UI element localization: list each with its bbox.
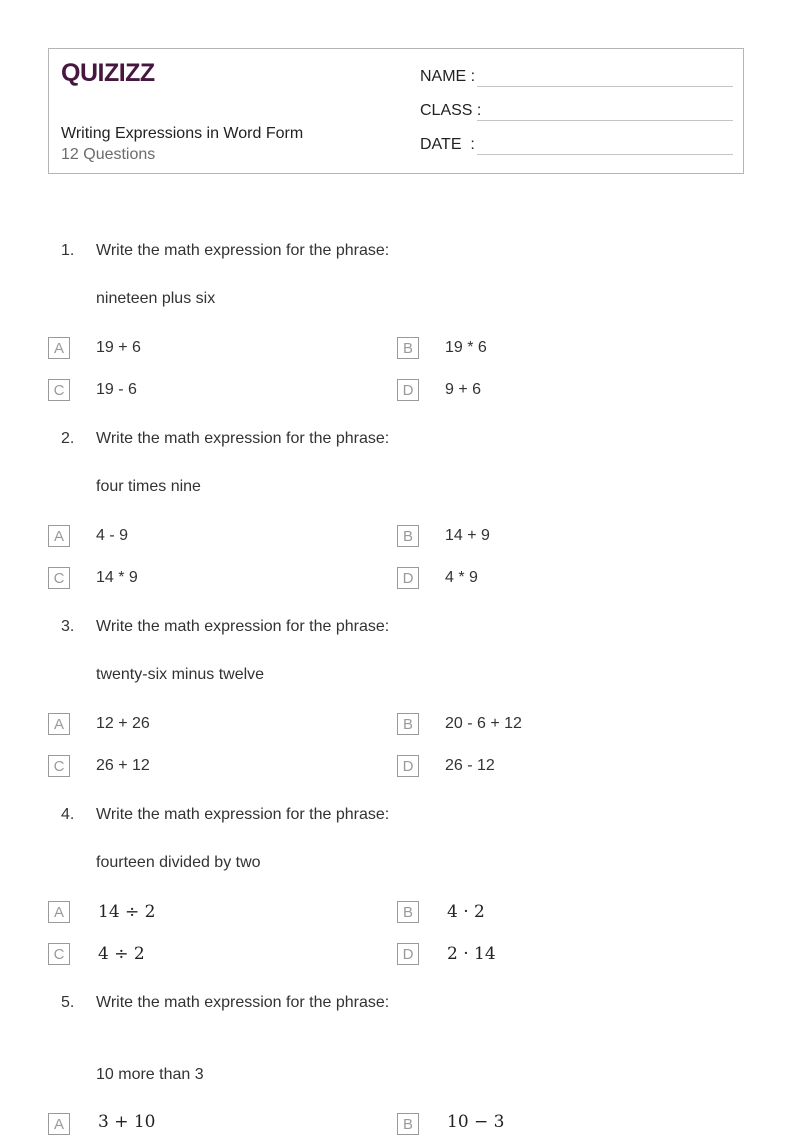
option-a-box[interactable]: A xyxy=(48,901,70,923)
class-label: CLASS : xyxy=(420,102,482,119)
option-b-box[interactable]: B xyxy=(397,1113,419,1135)
option-d-text: 4 * 9 xyxy=(445,569,478,586)
question-phrase: four times nine xyxy=(96,478,201,495)
option-a-text: 3 + 10 xyxy=(98,1112,156,1132)
question-phrase: 10 more than 3 xyxy=(96,1066,204,1083)
question-prompt: Write the math expression for the phrase: xyxy=(96,618,390,635)
question-prompt: Write the math expression for the phrase: xyxy=(96,242,390,259)
question-prompt: Write the math expression for the phrase: xyxy=(96,994,390,1011)
option-a-text: 19 + 6 xyxy=(96,339,141,356)
option-b-text: 19 * 6 xyxy=(445,339,487,356)
option-a-text: 14 ÷ 2 xyxy=(98,902,156,922)
option-c-text: 19 - 6 xyxy=(96,381,137,398)
option-c-text: 26 + 12 xyxy=(96,757,150,774)
question-number: 4. xyxy=(61,806,75,823)
question-prompt: Write the math expression for the phrase: xyxy=(96,806,390,823)
option-c-text: 14 * 9 xyxy=(96,569,138,586)
name-label: NAME : xyxy=(420,68,476,85)
class-field[interactable] xyxy=(420,102,733,124)
question-phrase: twenty-six minus twelve xyxy=(96,666,265,683)
option-d-box[interactable]: D xyxy=(397,379,419,401)
option-d-text: 2 · 14 xyxy=(447,944,496,964)
option-b-box[interactable]: B xyxy=(397,525,419,547)
question-number: 5. xyxy=(61,994,75,1011)
option-a-box[interactable]: A xyxy=(48,337,70,359)
option-a-box[interactable]: A xyxy=(48,525,70,547)
question-5 xyxy=(0,994,794,1133)
option-b-text: 20 - 6 + 12 xyxy=(445,715,522,732)
class-line[interactable] xyxy=(477,120,733,121)
option-a-box[interactable]: A xyxy=(48,1113,70,1135)
option-d-text: 26 - 12 xyxy=(445,757,495,774)
date-line[interactable] xyxy=(477,154,733,155)
option-b-box[interactable]: B xyxy=(397,901,419,923)
option-c-box[interactable]: C xyxy=(48,943,70,965)
name-field[interactable] xyxy=(420,68,733,90)
question-count: 12 Questions xyxy=(61,146,156,163)
worksheet-title: Writing Expressions in Word Form xyxy=(61,125,304,142)
question-number: 2. xyxy=(61,430,75,447)
option-b-box[interactable]: B xyxy=(397,713,419,735)
quizizz-logo: QUIZIZZ xyxy=(61,59,155,87)
option-d-box[interactable]: D xyxy=(397,943,419,965)
option-a-box[interactable]: A xyxy=(48,713,70,735)
question-phrase: nineteen plus six xyxy=(96,290,216,307)
option-a-text: 4 - 9 xyxy=(96,527,129,544)
option-a-text: 12 + 26 xyxy=(96,715,150,732)
date-label: DATE : xyxy=(420,136,475,153)
option-c-box[interactable]: C xyxy=(48,567,70,589)
worksheet-header xyxy=(48,48,744,174)
date-field[interactable] xyxy=(420,136,733,158)
option-d-box[interactable]: D xyxy=(397,567,419,589)
option-d-text: 9 + 6 xyxy=(445,381,482,398)
option-b-text: 10 − 3 xyxy=(447,1112,505,1132)
option-c-box[interactable]: C xyxy=(48,379,70,401)
option-d-box[interactable]: D xyxy=(397,755,419,777)
question-number: 3. xyxy=(61,618,75,635)
option-b-text: 4 · 2 xyxy=(447,902,485,922)
question-phrase: fourteen divided by two xyxy=(96,854,261,871)
option-b-box[interactable]: B xyxy=(397,337,419,359)
question-number: 1. xyxy=(61,242,75,259)
question-prompt: Write the math expression for the phrase: xyxy=(96,430,390,447)
option-b-text: 14 + 9 xyxy=(445,527,490,544)
name-line[interactable] xyxy=(477,86,733,87)
option-c-text: 4 ÷ 2 xyxy=(98,944,145,964)
option-c-box[interactable]: C xyxy=(48,755,70,777)
